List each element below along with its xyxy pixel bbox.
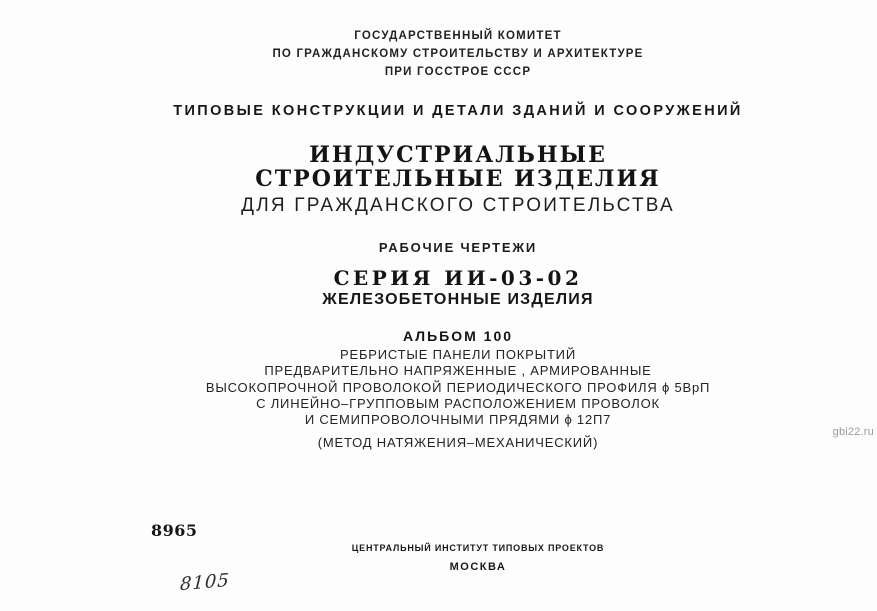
album-line-1: РЕБРИСТЫЕ ПАНЕЛИ ПОКРЫТИЙ [340, 347, 576, 363]
handwritten-inventory-number: 8105 [179, 569, 231, 596]
organization-header [40, 27, 876, 81]
album-description [40, 328, 876, 451]
album-line-5: И СЕМИПРОВОЛОЧНЫМИ ПРЯДЯМИ ϕ 12П7 [304, 412, 612, 428]
series-type: ЖЕЛЕЗОБЕТОННЫЕ ИЗДЕЛИЯ [322, 291, 594, 308]
series-heading: ТИПОВЫЕ КОНСТРУКЦИИ И ДЕТАЛИ ЗДАНИЙ И СООРУЖЕНИЙ [173, 103, 743, 119]
publisher-city: МОСКВА [449, 561, 507, 573]
album-line-4: С ЛИНЕЙНО–ГРУППОВЫМ РАСПОЛОЖЕНИЕМ ПРОВОЛОК [256, 395, 660, 411]
site-watermark: gbi22.ru [832, 426, 874, 438]
title-line-2: СТРОИТЕЛЬНЫЕ ИЗДЕЛИЯ [255, 166, 661, 192]
organization-line-3: ПРИ ГОССТРОЕ СССР [384, 66, 532, 78]
album-line-3: ВЫСОКОПРОЧНОЙ ПРОВОЛОКОЙ ПЕРИОДИЧЕСКОГО ПРОФИЛЯ ϕ 5ВрП [205, 379, 711, 395]
organization-line-1: ГОСУДАРСТВЕННЫЙ КОМИТЕТ [354, 30, 562, 42]
publisher-institute: ЦЕНТРАЛЬНЫЙ ИНСТИТУТ ТИПОВЫХ ПРОЕКТОВ [351, 543, 605, 553]
tensioning-method: (МЕТОД НАТЯЖЕНИЯ–МЕХАНИЧЕСКИЙ) [317, 435, 599, 451]
publisher [60, 543, 877, 573]
subtitle-working-drawings: РАБОЧИЕ ЧЕРТЕЖИ [378, 240, 538, 255]
album-line-2: ПРЕДВАРИТЕЛЬНО НАПРЯЖЕННЫЕ , АРМИРОВАННЫЕ [264, 363, 652, 379]
title-line-3: ДЛЯ ГРАЖДАНСКОГО СТРОИТЕЛЬСТВА [241, 195, 675, 216]
series-number: СЕРИЯ ИИ-03-02 [333, 266, 583, 290]
document-number: 8965 [151, 521, 198, 540]
album-number: АЛЬБОМ 100 [402, 328, 514, 344]
organization-line-2: ПО ГРАЖДАНСКОМУ СТРОИТЕЛЬСТВУ И АРХИТЕКТУРЕ [272, 48, 644, 60]
document-title [40, 143, 876, 218]
title-line-1: ИНДУСТРИАЛЬНЫЕ [309, 142, 607, 168]
